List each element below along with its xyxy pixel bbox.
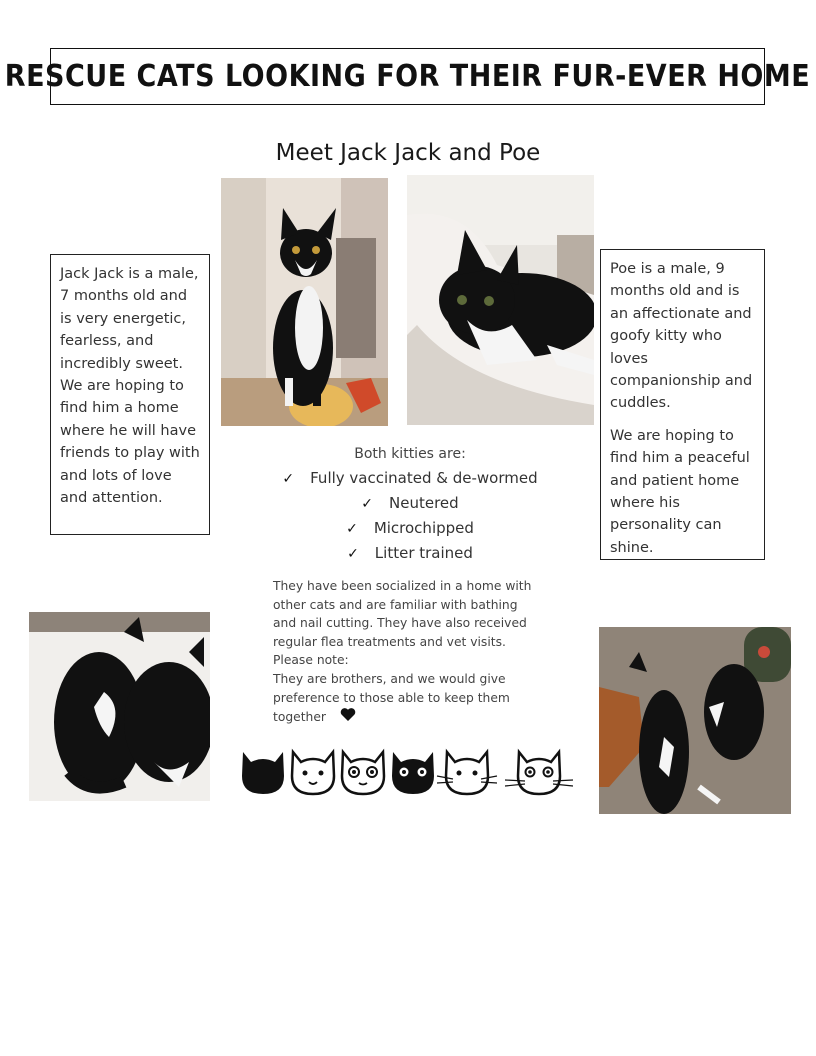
heart-icon [340,707,356,728]
jack-jack-photo [221,178,388,426]
checklist-item [270,491,550,516]
brothers-note [273,670,543,728]
checklist-item [270,466,550,491]
white-cat-face-icon [437,752,497,794]
checklist-item [270,541,550,566]
checkmark-icon: ✓ [282,471,295,487]
poe-description-2: We are hoping to find him a peaceful and patient home where his personality can shine. [610,427,750,556]
poe-photo [407,175,594,425]
white-cat-face-icon [342,752,384,794]
please-note-label: Please note: [273,653,349,668]
brothers-note-text: They are brothers, and we would give preference to those able to keep them together [273,671,510,724]
checkmark-icon: ✓ [347,546,359,562]
checklist-item-label: Microchipped [373,519,474,537]
checklist-item-label: Litter trained [374,544,473,562]
both-kitties-heading: Both kitties are: [354,446,466,462]
cats-on-carpet-photo [599,627,791,814]
checkmark-icon: ✓ [346,521,358,537]
poe-description-box [600,249,765,560]
jack-jack-description: Jack Jack is a male, 7 months old and is very energetic, fearless, and incredibly sweet. We are hoping to find him a home where he will have friends to play with and lots of love and attention. [60,266,200,507]
checklist-item-label: Fully vaccinated & de-wormed [310,469,538,487]
jack-jack-description-box [50,254,210,535]
black-cat-face-icon [392,752,434,794]
page-title: RESCUE CATS LOOKING FOR THEIR FUR-EVER HOME [4,59,811,94]
socialization-paragraph: They have been socialized in a home with other cats and are familiar with bathing and nail cutting. They have also received regular flea treatments and vet visits. [273,579,532,649]
checkmark-icon: ✓ [361,496,374,512]
info-section [273,577,543,728]
white-cat-face-icon [292,752,334,794]
title-banner [4,48,811,105]
page-subtitle: Meet Jack Jack and Poe [275,140,541,166]
cat-faces-row [237,742,579,798]
black-cat-face-icon [242,752,284,794]
checklist-item-label: Neutered [389,494,459,512]
checklist-item [270,516,550,541]
poe-description-1: Poe is a male, 9 months old and is an affectionate and goofy kitty who loves companionship and cuddles. [610,261,753,412]
cats-cuddling-photo [29,612,210,801]
health-checklist [270,466,550,566]
white-cat-face-icon [505,752,573,794]
